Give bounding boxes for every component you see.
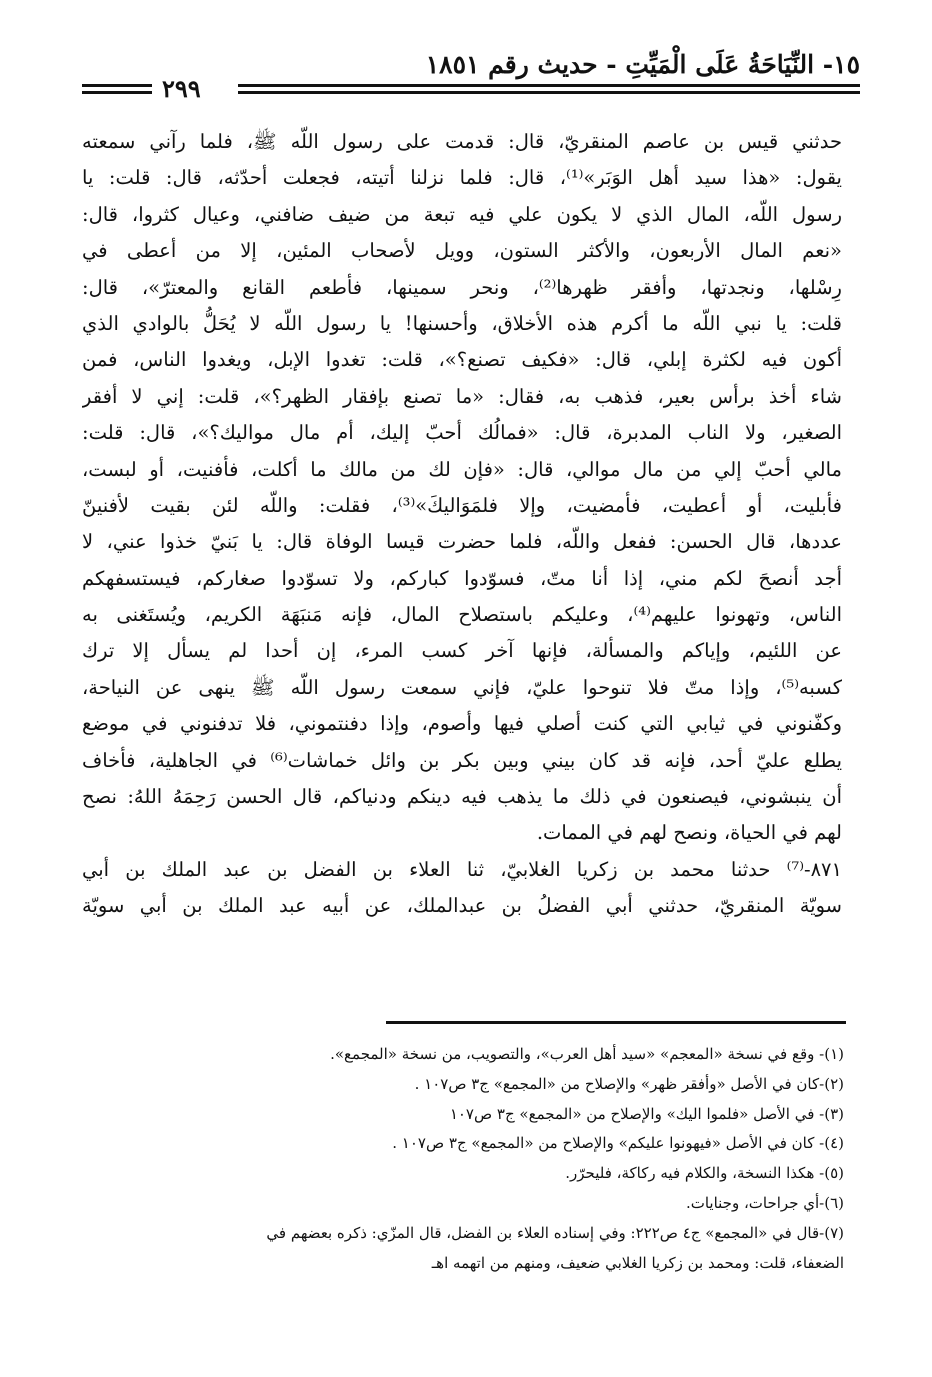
text-line: ٨٧١-⁽⁷⁾ حدثنا محمد بن زكريا الغلابيّ، ثنا العلاء بن الفضل بن عبد الملك بن أبي [82, 857, 842, 881]
main-text [82, 124, 842, 925]
text-line: يطلع عليّ أحد، فإنه قد كان بيني وبين بكر بن وائل خماشات⁽⁶⁾ في الجاهلية، فأخاف [82, 748, 842, 772]
footnote: (٣)- في الأصل «فلموا اليك» والإصلاح من «المجمع» ج٣ ص١٠٧ [449, 1104, 844, 1123]
text-line: رسول اللّه، المال الذي لا يكون علي فيه تبعة من ضيف ضافني، وعيال كثروا، قال: [82, 202, 842, 226]
text-line: رِسْلها، ونجدتها، وأفقر ظهرها⁽²⁾، ونحر سمينها، فأطعم القانع والمعترّ»، قال: [82, 275, 842, 299]
footnotes [78, 1040, 844, 1278]
text-line: وكفّنوني في ثيابي التي كنت أصلي فيها وأصوم، وإذا دفنتموني، فلا تدفنوني في موضع [82, 712, 842, 736]
text-line: عددها، قال الحسن: ففعل واللّه، فلما حضرت قيسا الوفاة قال: يا بَنيّ خذوا عني، لا [82, 530, 842, 554]
text-line: أجد أنصحَ لكم مني، إذا أنا متّ، فسوّدوا كباركم، ولا تسوّدوا صغاركم، فيستسفهكم [82, 566, 842, 590]
footnote-separator [386, 1021, 846, 1024]
footnote: (٤)- كان في الأصل «فيهونوا عليكم» والإصلاح من «المجمع» ج٣ ص١٠٧ . [392, 1134, 844, 1153]
hadith-text [82, 124, 842, 925]
text-line: لهم في الحياة، ونصح لهم في الممات. [536, 821, 842, 845]
running-title: ١٥- النِّيَاحَةُ عَلَى الْمَيِّتِ - حديث رقم ١٨٥١ [425, 50, 860, 79]
footnote: (٦)-أي جراحات، وجنايات. [685, 1193, 844, 1212]
text-line: قلت: يا نبي اللّه ما أكرم هذه الأخلاق، وأحسنها! يا رسول اللّه لا يُحَلُّ بالوادي الذي [82, 311, 842, 335]
text-line: حدثني قيس بن عاصم المنقريّ، قال: قدمت على رسول اللّه ﷺ، فلما رآني سمعته [82, 130, 842, 153]
footnote: (١)- وقع في نسخة «المعجم» «سيد أهل العرب»، والتصويب، من نسخة «المجمع». [330, 1045, 844, 1063]
text-line: أكون فيه لكثرة إبلي، قال: «فكيف تصنع؟»، قلت: تغدوا الإبل، ويغدوا الناس، فمن [82, 348, 842, 372]
text-line: الصغير، ولا الناب المدبرة، قال: «فمالُك أحبّ إليك، أم مال مواليك؟»، قال: قلت: [82, 421, 842, 445]
text-line: يقول: «هذا سيد أهل الوَبَر»⁽¹⁾، قال: فلما نزلنا أتيته، فجعلت أحدّثه، قال: قلت: يا [82, 166, 842, 190]
text-line: أن ينبشوني، فيصنعون في ذلك ما يذهب فيه دينكم ودنياكم، قال الحسن رَحِمَهُ اللهُ: نصح [82, 785, 842, 809]
header-rule-right-top [238, 84, 860, 87]
page-number: ٢٩٩ [162, 74, 201, 103]
text-line: «نعم المال الأربعون، والأكثر الستون، وويل لأصحاب المئين، إلا من أعطى في [82, 239, 842, 263]
footnote: (٢)-كان في الأصل «وأفقر ظهر» والإصلاح من «المجمع» ج٣ ص١٠٧ . [414, 1074, 844, 1093]
text-line: الناس، وتهونوا عليهم⁽⁴⁾، وعليكم باستصلاح المال، فإنه مَنبَهَة الكريم، ويُستَغنى به [82, 603, 842, 627]
footnote: (٧)-قال في «المجمع» ج٤ ص٢٢٢: وفي إسناده العلاء بن الفضل، قال المزّي: ذكره بعضهم في [266, 1223, 844, 1242]
text-line: شاء أخذ برأس بعير، فذهب به، فقال: «ما تصنع بإفقار الظهر؟»، قلت: إني لا أفقر [82, 384, 842, 408]
header-rule-left-top [82, 84, 152, 87]
footnote-continuation: الضعفاء، قلت: ومحمد بن زكريا الغلابي ضعيف، ومنهم من اتهمه اهـ [431, 1253, 844, 1272]
text-line: كسبه⁽⁵⁾، وإذا متّ فلا تنوحوا عليّ، فإني سمعت رسول اللّه ﷺ ينهى عن النياحة، [82, 675, 842, 699]
header-rule-right-bottom [238, 91, 860, 94]
text-line: فأبليت، أو أعطيت، فأمضيت، وإلا فلمَوَاليكَ»⁽³⁾، فقلت: واللّه لئن بقيت لأفنينّ [82, 493, 842, 517]
text-line: مالي أحبّ إلي من مال موالي، قال: «فإن لك من مالك ما أكلت، فأفنيت، أو لبست، [82, 457, 842, 481]
text-line: عن اللئيم، وإياكم والمسألة، فإنها آخر كسب المرء، إن أحدا لم يسأل إلا ترك [82, 639, 842, 663]
footnote: (٥)- هكذا النسخة، والكلام فيه ركاكة، فليحرّر. [565, 1164, 844, 1183]
header-rule-left-bottom [82, 91, 152, 94]
text-line: سويّة المنقريّ، حدثني أبي الفضلُ بن عبدالملك، عن أبيه عبد الملك بن أبي سويّة [82, 894, 842, 918]
